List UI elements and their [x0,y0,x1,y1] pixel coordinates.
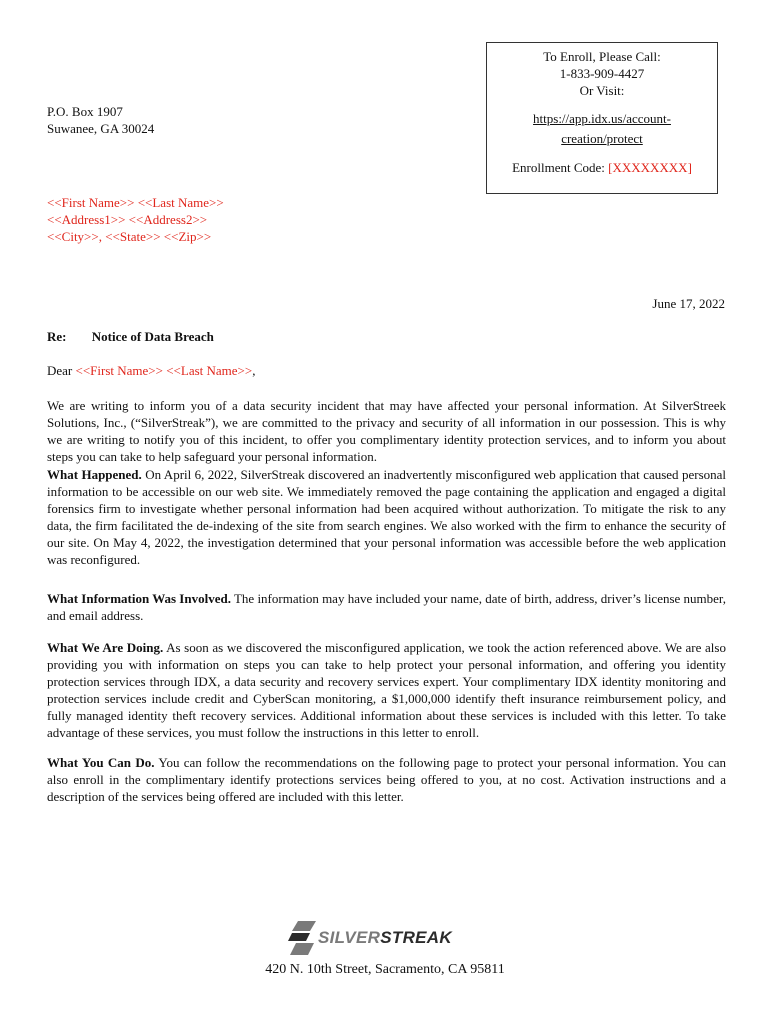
enrollment-code-label: Enrollment Code: [512,160,605,175]
subject-label: Re: [47,329,67,344]
streak-mark-icon [288,921,316,955]
enrollment-code-value: [XXXXXXXX] [608,160,692,175]
what-you-can-do-paragraph [47,754,726,805]
subject-text: Notice of Data Breach [91,329,214,344]
what-you-can-do-heading: What You Can Do. [47,755,155,770]
recipient-name-line: <<First Name>> <<Last Name>> [47,195,224,210]
recipient-city-line: <<City>>, <<State>> <<Zip>> [47,229,212,244]
enroll-visit-label: Or Visit: [579,83,625,98]
salutation-name: <<First Name>> <<Last Name>> [75,363,253,378]
enroll-call-label: To Enroll, Please Call: [543,49,661,64]
what-we-are-doing-text: As soon as we discovered the misconfigured application, we took the action referenced above. We are also providing you with information on steps you can take to help protect your personal information, and offering you identity protection services through IDX, a data security and recovery services expert. Your complimentary IDX identity monitoring and protection services include credit and CyberScan monitoring, a $1,000,000 identify theft insurance reimbursement policy, and fully managed identity theft recovery services. Additional information about these services is included with this letter. To take advantage of these services, you must follow the instructions in this letter to enroll. [47,640,726,740]
intro-paragraph: We are writing to inform you of a data security incident that may have affected your personal information. At SilverStreek Solutions, Inc., (“SilverStreak”), we are committed to the privacy and security of all information in our possession. This is why we are writing to notify you of this incident, to offer you complimentary identity protection services, and to inform you about steps you can take to help safeguard your personal information. [47,398,726,464]
letter-date: June 17, 2022 [652,296,725,311]
recipient-address-line: <<Address1>> <<Address2>> [47,212,208,227]
return-address-line1: P.O. Box 1907 [47,104,123,119]
information-involved-text: The information may have included your name, date of birth, address, driver’s license number, and email address. [47,591,726,623]
what-you-can-do-text: You can follow the recommendations on the following page to protect your personal information. You can also enroll in the complimentary identify protections services being offered to you, at no cost. Activation instructions and a description of the services being offered are included with this letter. [47,755,726,804]
what-happened-paragraph [47,466,726,568]
enrollment-box [486,42,718,194]
recipient-address [47,194,224,245]
salutation [47,363,255,379]
enrollment-code-line [487,159,717,176]
information-involved-heading: What Information Was Involved. [47,591,231,606]
what-we-are-doing-paragraph [47,639,726,741]
what-happened-text: On April 6, 2022, SilverStreak discovered an inadvertently misconfigured web application that caused personal information to be accessible on our web site. We immediately removed the page containing the application and engaged a digital forensics firm to investigate whether personal information had been acquired without authorization. To mitigate the risk to any data, the firm facilitated the de-indexing of the site from search engines. We also worked with the firm to enhance the security of our site. On May 4, 2022, the investigation determined that your personal information was accessible before the web application was reconfigured. [47,467,727,567]
salutation-dear: Dear [47,363,73,378]
return-address-line2: Suwanee, GA 30024 [47,121,155,136]
salutation-comma: , [252,363,256,378]
logo-word-strong: STREAK [380,928,452,947]
what-we-are-doing-heading: What We Are Doing. [47,640,164,655]
enroll-phone: 1-833-909-4427 [559,66,645,81]
footer-address: 420 N. 10th Street, Sacramento, CA 95811 [265,962,505,977]
enroll-url-link[interactable]: https://app.idx.us/account-creation/protect [533,111,671,146]
logo-word-light: SILVER [318,928,381,947]
logo-wordmark [318,928,452,948]
return-address [47,103,154,137]
subject-line [47,329,214,345]
what-happened-heading: What Happened. [47,467,142,482]
information-involved-paragraph [47,590,726,624]
silverstreak-logo [288,918,488,958]
